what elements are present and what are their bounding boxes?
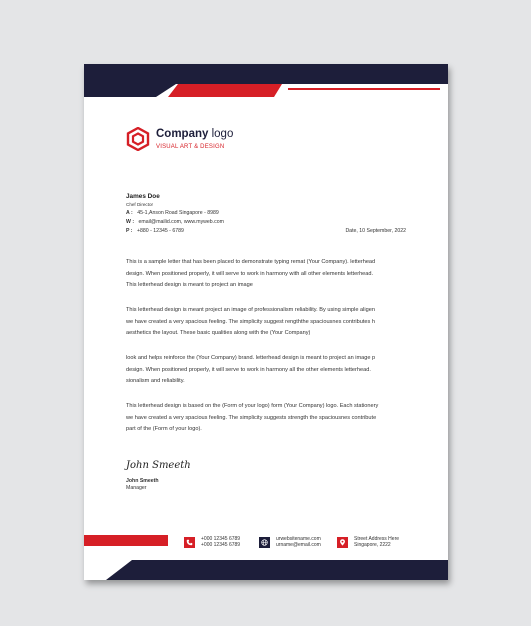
sender-phone: +880 - 12345 - 6789: [137, 228, 184, 234]
signature-role: Manager: [126, 485, 147, 491]
footer-web-line-2: urname@email.com: [276, 542, 321, 549]
company-logo-name: [156, 128, 233, 140]
sender-web: email@mailid.com, www.myweb.com: [138, 219, 224, 225]
header-accents: [84, 64, 448, 100]
sender-web-row: [126, 219, 224, 225]
footer-address-line-2: Singapore, 2222: [354, 542, 391, 549]
footer-phone-line-2: +000 12345 6789: [201, 542, 241, 549]
footer-red-bar: [84, 535, 168, 546]
logo-word: logo: [211, 128, 234, 140]
logo-tagline: VISUAL ART & DESIGN: [156, 144, 225, 150]
sender-address: 45-1,Anson Road Singapore - 8989: [137, 210, 219, 216]
signature-script: John Smeeth: [126, 460, 191, 471]
letter-date: Date, 10 September, 2022: [345, 228, 406, 234]
web-label: W :: [126, 219, 135, 225]
paragraph-1: This is a sample letter that has been placed to demonstrate typing remat (Your Company). letterhead design. When positioned properly, it will serve to work in harmony with all other elements letterhead. This letterhead design is meant to project an image: [126, 259, 376, 289]
paragraph-2: This letterhead design is meant project an image of professionalism reliability. By using simple aligen we have created a very spacious feeling. The simplicity suggest rengththe spaciousnes contributes h aesthetics the layout. These basic qualities along with the (Your Company): [126, 307, 375, 337]
header-red-slash: [168, 84, 282, 97]
header-red-line: [288, 88, 440, 90]
paragraph-3: look and helps reinforce the (Your Company) brand. letterhead design is meant to project an image p design. When positioned properly, it will serve to work in harmony all the other elements letterhead. sionalism and reliability.: [126, 355, 376, 385]
sender-address-row: [126, 210, 219, 216]
sender-name: James Doe: [126, 193, 160, 200]
footer-decoration: [84, 532, 448, 580]
address-label: A :: [126, 210, 133, 216]
footer-address-line-1: Street Address Here: [354, 536, 400, 542]
phone-label: P :: [126, 228, 133, 234]
footer-navy-band: [106, 560, 448, 580]
hexagon-logo-icon: [126, 127, 150, 151]
signature-name: John Smeeth: [126, 478, 159, 484]
company-name: Company: [156, 128, 209, 140]
sender-title: Chef Director: [126, 202, 154, 207]
sender-phone-row: [126, 228, 184, 234]
footer-web-line-1: urwebsitename.com: [276, 536, 321, 542]
footer-phone-line-1: +000 12345 6789: [201, 536, 241, 542]
letterhead-page: [84, 64, 448, 580]
paragraph-4: This letterhead design is based on the (Form of your logo) form (Your Company) logo. Each stationery we have created a very spacious feeling. The simplicity suggests strength the spaciousnes contribute part of the (Form of your logo).: [126, 403, 379, 433]
